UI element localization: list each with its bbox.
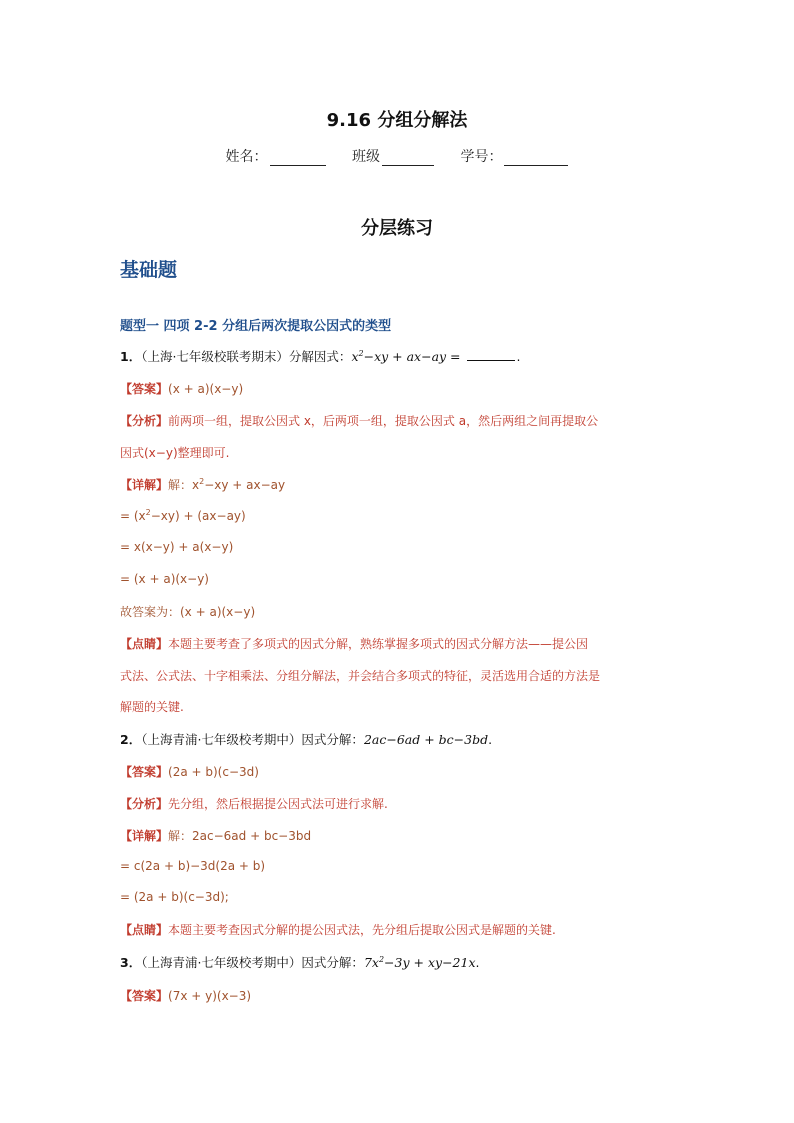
section-title: 分层练习	[361, 218, 433, 239]
question-3: 3．（上海青浦·七年级校考期中）因式分解：$7x^2-3y + xy-21x$.	[120, 954, 480, 970]
level-heading: 基础题	[120, 259, 178, 281]
q2-step-3: = (2a + b)(c−3d);	[120, 890, 229, 904]
q1-comment: 【点睛】本题主要考查了多项式的因式分解，熟练掌握多项式的因式分解方法——提公因	[120, 637, 589, 651]
q1-analysis: 【分析】前两项一组，提取公因式 x，后两项一组，提取公因式 a，然后两组之间再提取公	[120, 414, 599, 428]
class-field[interactable]	[382, 151, 434, 166]
name-label: 姓名：	[225, 149, 268, 165]
id-label: 学号：	[460, 149, 503, 165]
q1-conclusion: 故答案为：(x + a)(x−y)	[120, 605, 256, 619]
class-label: 班级	[352, 149, 380, 165]
q2-comment: 【点睛】本题主要考查因式分解的提公因式法，先分组后提取公因式是解题的关键.	[120, 923, 556, 937]
q1-detail: 【详解】解：$x^2-xy + ax-ay$	[120, 477, 286, 492]
page-title: 9.16 分组分解法	[326, 110, 468, 131]
name-field[interactable]	[270, 151, 326, 166]
q1-step-3: = x(x−y) + a(x−y)	[120, 540, 234, 554]
q2-detail: 【详解】解：2ac−6ad + bc−3bd	[120, 829, 312, 843]
q2-analysis: 【分析】先分组，然后根据提公因式法可进行求解.	[120, 797, 388, 811]
q1-step-4: = (x + a)(x−y)	[120, 572, 209, 586]
q1-analysis-cont: 因式(x−y)整理即可.	[120, 446, 230, 460]
q1-step-2: = $(x^2-xy) + (ax-ay)$	[120, 508, 246, 523]
q2-step-2: = c(2a + b)−3d(2a + b)	[120, 859, 266, 873]
student-info	[0, 146, 794, 166]
q3-answer: 【答案】(7x + y)(x−3)	[120, 989, 252, 1003]
id-field[interactable]	[504, 151, 568, 166]
question-type-heading: 题型一 四项 2-2 分组后两次提取公因式的类型	[120, 319, 392, 334]
q2-answer: 【答案】(2a + b)(c−3d)	[120, 765, 259, 779]
answer-blank	[467, 350, 515, 361]
question-2: 2．（上海青浦·七年级校考期中）因式分解：2ac−6ad + bc−3bd.	[120, 732, 493, 747]
q1-comment-cont-2: 解题的关键.	[120, 700, 184, 714]
q1-comment-cont-1: 式法、公式法、十字相乘法、分组分解法，并会结合多项式的特征，灵活选用合适的方法是	[120, 669, 601, 683]
q1-answer: 【答案】(x + a)(x−y)	[120, 382, 244, 396]
question-1: 1．（上海·七年级校联考期末）分解因式：$x^2-xy + ax-ay$ = .	[120, 348, 521, 364]
